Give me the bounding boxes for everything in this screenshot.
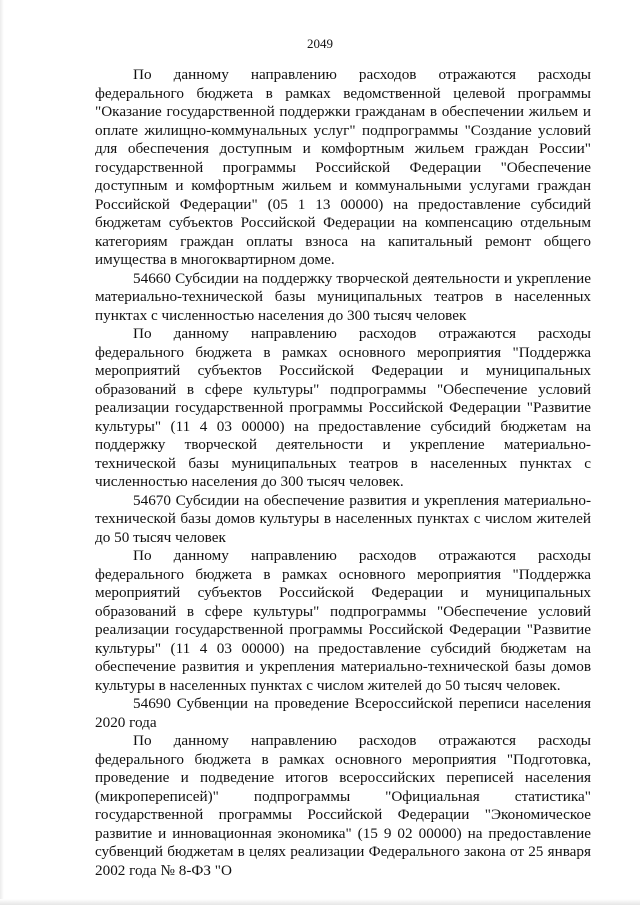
paragraph-heading-54660: 54660 Субсидии на поддержку творческой деятельности и укрепление материально-технической базы муниципальных театров в населенных пунктах с численностью населения до 300 тысяч человек [95, 269, 591, 324]
page-number: 2049 [307, 36, 333, 51]
paragraph-heading-54670: 54670 Субсидии на обеспечение развития и укрепления материально-технической базы домов культуры в населенных пунктах с числом жителей до 50 тысяч человек [95, 491, 591, 546]
paragraph-heading-54690: 54690 Субвенции на проведение Всероссийской переписи населения 2020 года [95, 695, 591, 731]
scan-edge-shadow [0, 0, 4, 905]
paragraph-expense-description-54690: По данному направлению расходов отражаются расходы федерального бюджета в рамках основного мероприятия "Подготовка, проведение и подведение итогов всероссийских переписей населения (микропереписей)" подпрограммы "Официальная статистика" государственной программы Российской Федерации "Экономическое развитие и инновационная экономика" (15 9 02 00000) на предоставление субвенций бюджетам в целях реализации Федерального закона от 25 января 2002 года № 8-ФЗ "О [95, 732, 591, 879]
paragraph-expense-description-54620: По данному направлению расходов отражаются расходы федерального бюджета в рамках ведомственной целевой программы "Оказание государственной поддержки гражданам в обеспечении жильем и оплате жилищно-коммунальных услуг" подпрограммы "Создание условий для обеспечения доступным и комфортным жильем граждан России" государственной программы Российской Федерации "Обеспечение доступным и комфортным жильем и коммунальными услугами граждан Российской Федерации" (05 1 13 00000) на предоставление субсидий бюджетам субъектов Российской Федерации на компенсацию отдельным категориям граждан оплаты взноса на капитальный ремонт общего имущества в многоквартирном доме. [95, 66, 591, 268]
paragraph-expense-description-54670: По данному направлению расходов отражаются расходы федерального бюджета в рамках основного мероприятия "Поддержка мероприятий субъектов Российской Федерации и муниципальных образований в сфере культуры" подпрограммы "Обеспечение условий реализации государственной программы Российской Федерации "Развитие культуры" (11 4 03 00000) на предоставление субсидий бюджетам на обеспечение развития и укрепления материально-технической базы домов культуры в населенных пунктах с числом жителей до 50 тысяч человек. [95, 547, 591, 694]
paragraph-expense-description-54660: По данному направлению расходов отражаются расходы федерального бюджета в рамках основного мероприятия "Поддержка мероприятий субъектов Российской Федерации и муниципальных образований в сфере культуры" подпрограммы "Обеспечение условий реализации государственной программы Российской Федерации "Развитие культуры" (11 4 03 00000) на предоставление субсидий бюджетам на поддержку творческой деятельности и укрепление материально-технической базы муниципальных театров в населенных пунктах с численностью населения до 300 тысяч человек. [95, 325, 591, 490]
scan-bottom-edge [0, 899, 640, 905]
document-body [95, 66, 591, 880]
